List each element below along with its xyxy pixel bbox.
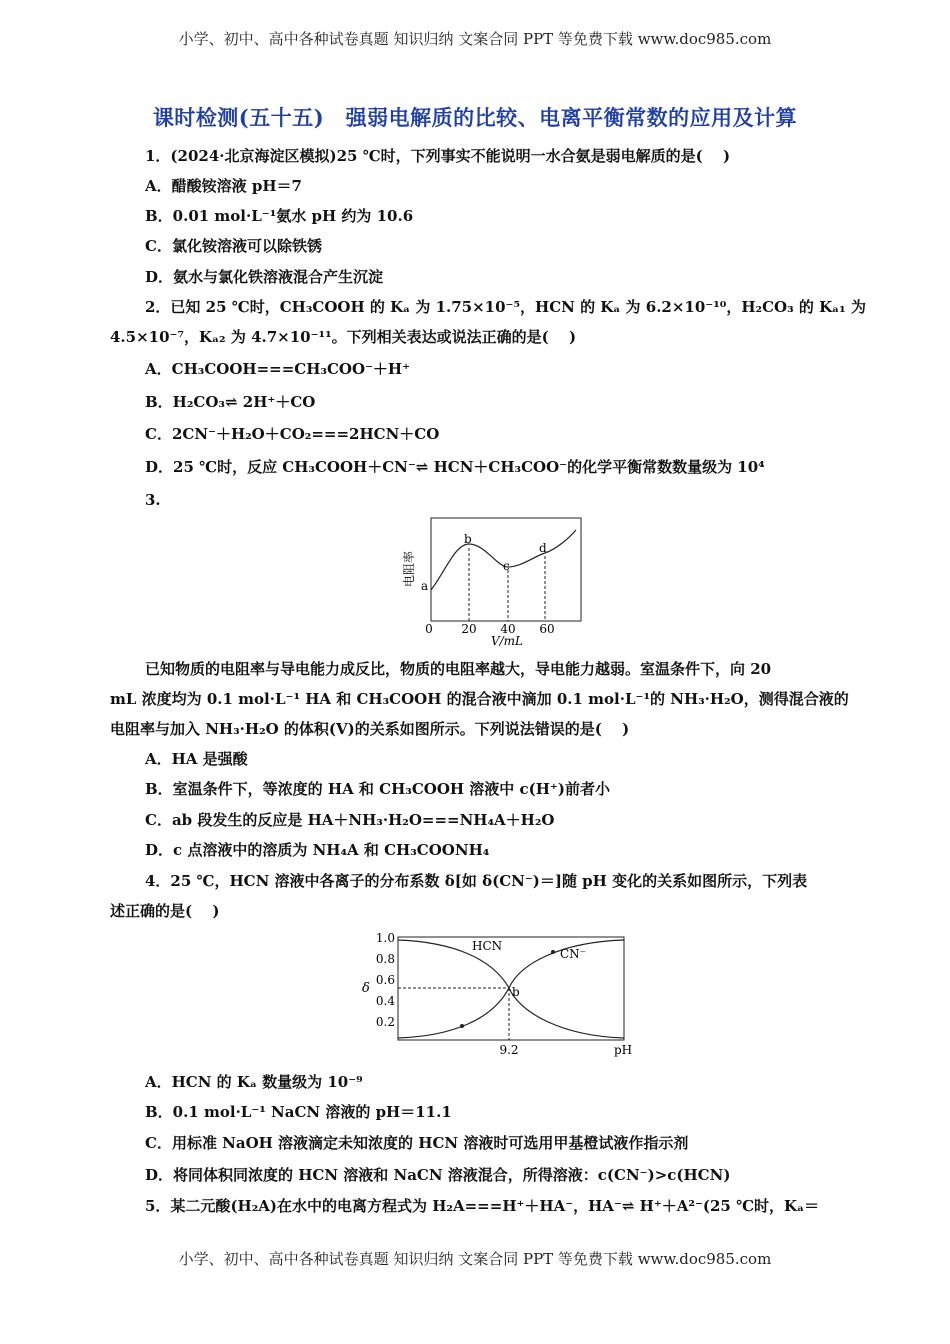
page-footer: 小学、初中、高中各种试卷真题 知识归纳 文案合同 PPT 等免费下载 www.doc985.com [178,1250,772,1268]
ph-axis-label: pH [614,1043,633,1057]
x-axis-label: V/mL [490,634,524,647]
cn-curve [398,940,624,1038]
x-tick-20: 20 [461,622,477,636]
q2-stem-line1: 2．已知 25 ℃时，CH₃COOH 的 Kₐ 为 1.75×10⁻⁵，HCN 的 Kₐ 为 6.2×10⁻¹⁰，H₂CO₃ 的 Kₐ₁ 为 [145,298,866,316]
q2-option-c: C．2CN⁻＋H₂O＋CO₂===2HCN＋CO [145,425,440,443]
q1-option-b: B．0.01 mol·L⁻¹氨水 pH 约为 10.6 [145,207,414,225]
y-tick-0.8: 0.8 [375,952,395,966]
q1-option-a: A．醋酸铵溶液 pH＝7 [145,177,302,195]
hcn-curve [398,940,624,1038]
ph-mark-label: 9.2 [499,1043,519,1057]
q4-stem-line1: 4．25 ℃，HCN 溶液中各离子的分布系数 δ[如 δ(CN⁻)＝]随 pH 变化的关系如图所示，下列表 [145,872,808,890]
marked-point-low [460,1024,464,1028]
y-tick-0.4: 0.4 [375,994,395,1008]
distribution-chart [352,928,637,1063]
delta-axis-label: δ [362,981,370,996]
page-title: 课时检测(五十五) 强弱电解质的比较、电离平衡常数的应用及计算 [152,105,798,130]
q2-option-b: B．H₂CO₃⇌ 2H⁺＋CO [145,393,316,411]
y-tick-1.0: 1.0 [375,931,395,945]
y-tick-0.2: 0.2 [375,1015,395,1029]
marked-point-high [551,950,555,954]
q2-stem-line2: 4.5×10⁻⁷，Kₐ₂ 为 4.7×10⁻¹¹。下列相关表达或说法正确的是( ) [110,328,577,346]
x-tick-60: 60 [539,622,555,636]
chart2-frame [398,937,624,1040]
point-label-b: b [464,532,472,546]
q4-option-a: A．HCN 的 Kₐ 数量级为 10⁻⁹ [145,1073,363,1091]
cn-series-label: CN⁻ [560,947,587,961]
y-axis-label: 电阻率 [402,550,416,588]
q2-option-a: A．CH₃COOH===CH₃COO⁻＋H⁺ [145,360,411,378]
intersection-label: b [512,985,520,999]
q2-option-d: D．25 ℃时，反应 CH₃COOH＋CN⁻⇌ HCN＋CH₃COO⁻的化学平衡常数数量级为 10⁴ [145,458,765,476]
point-label-d: d [539,541,547,555]
q3-option-a: A．HA 是强酸 [145,750,248,768]
q3-stem-line1: 已知物质的电阻率与导电能力成反比，物质的电阻率越大，导电能力越弱。室温条件下，向 20 [145,660,772,678]
q3-option-b: B．室温条件下，等浓度的 HA 和 CH₃COOH 溶液中 c(H⁺)前者小 [145,780,610,798]
point-label-c: c [503,559,510,573]
q4-option-d: D．将同体积同浓度的 HCN 溶液和 NaCN 溶液混合，所得溶液：c(CN⁻)>c(HCN) [145,1166,731,1184]
q3-option-d: D．c 点溶液中的溶质为 NH₄A 和 CH₃COONH₄ [145,841,490,859]
resistivity-chart [395,512,595,647]
q1-option-c: C．氯化铵溶液可以除铁锈 [145,237,322,255]
q4-option-c: C．用标准 NaOH 溶液滴定未知浓度的 HCN 溶液时可选用甲基橙试液作指示剂 [145,1134,689,1152]
q5-stem: 5．某二元酸(H₂A)在水中的电离方程式为 H₂A===H⁺＋HA⁻，HA⁻⇌ H⁺＋A²⁻(25 ℃时，Kₐ＝ [145,1197,820,1215]
q3-option-c: C．ab 段发生的反应是 HA＋NH₃·H₂O===NH₄A＋H₂O [145,811,555,829]
q4-stem-line2: 述正确的是( ) [110,902,220,920]
x-tick-0: 0 [425,622,433,636]
x-tick-40: 40 [500,622,516,636]
point-label-a: a [421,579,429,593]
q1-stem: 1．(2024·北京海淀区模拟)25 ℃时，下列事实不能说明一水合氨是弱电解质的是( ) [145,147,731,165]
y-tick-0.6: 0.6 [375,973,395,987]
hcn-series-label: HCN [472,939,503,953]
page-header: 小学、初中、高中各种试卷真题 知识归纳 文案合同 PPT 等免费下载 www.doc985.com [178,30,772,48]
q3-number: 3. [145,491,161,509]
q4-option-b: B．0.1 mol·L⁻¹ NaCN 溶液的 pH＝11.1 [145,1103,452,1121]
q3-stem-line2: mL 浓度均为 0.1 mol·L⁻¹ HA 和 CH₃COOH 的混合液中滴加 0.1 mol·L⁻¹的 NH₃·H₂O，测得混合液的 [110,690,849,708]
q3-stem-line3: 电阻率与加入 NH₃·H₂O 的体积(V)的关系如图所示。下列说法错误的是( ) [110,720,630,738]
q1-option-d: D．氨水与氯化铁溶液混合产生沉淀 [145,268,384,286]
